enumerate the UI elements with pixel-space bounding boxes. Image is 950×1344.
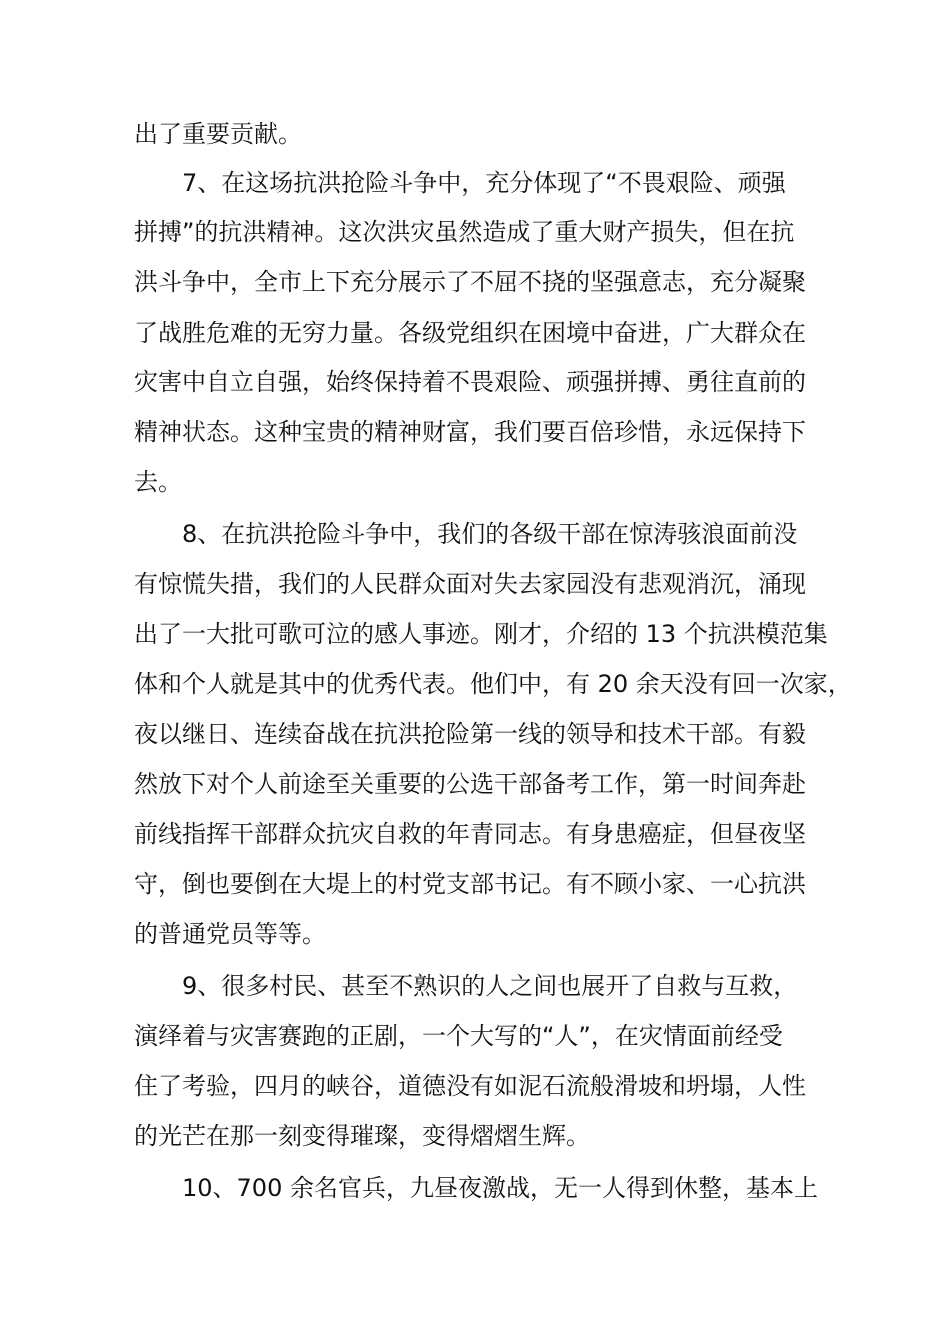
text-line: 精神状态。这种宝贵的精神财富，我们要百倍珍惜，永远保持下	[134, 418, 806, 446]
text-line: 体和个人就是其中的优秀代表。他们中，有 20 余天没有回一次家，	[134, 670, 852, 698]
text-line: 出了重要贡献。	[134, 120, 302, 148]
text-line: 守，倒也要倒在大堤上的村党支部书记。有不顾小家、一心抗洪	[134, 870, 806, 898]
text-line: 有惊慌失措，我们的人民群众面对失去家园没有悲观消沉，涌现	[134, 570, 806, 598]
text-line: 夜以继日、连续奋战在抗洪抢险第一线的领导和技术干部。有毅	[134, 720, 806, 748]
paragraph-9-first-line: 9、很多村民、甚至不熟识的人之间也展开了自救与互救，	[182, 972, 798, 1000]
paragraph-8-first-line: 8、在抗洪抢险斗争中，我们的各级干部在惊涛骇浪面前没	[182, 520, 798, 548]
text-line: 然放下对个人前途至关重要的公选干部备考工作，第一时间奔赴	[134, 770, 806, 798]
text-line: 去。	[134, 468, 182, 496]
text-line: 了战胜危难的无穷力量。各级党组织在困境中奋进，广大群众在	[134, 319, 806, 347]
text-line: 出了一大批可歌可泣的感人事迹。刚才，介绍的 13 个抗洪模范集	[134, 620, 828, 648]
paragraph-10-first-line: 10、700 余名官兵，九昼夜激战，无一人得到休整，基本上	[182, 1174, 818, 1202]
paragraph-7-first-line: 7、在这场抗洪抢险斗争中，充分体现了“不畏艰险、顽强	[182, 169, 786, 197]
text-line: 演绎着与灾害赛跑的正剧，一个大写的“人”，在灾情面前经受	[134, 1022, 783, 1050]
text-line: 的光芒在那一刻变得璀璨，变得熠熠生辉。	[134, 1122, 590, 1150]
text-line: 住了考验，四月的峡谷，道德没有如泥石流般滑坡和坍塌，人性	[134, 1072, 806, 1100]
text-line: 前线指挥干部群众抗灾自救的年青同志。有身患癌症，但昼夜坚	[134, 820, 806, 848]
text-line: 灾害中自立自强，始终保持着不畏艰险、顽强拼搏、勇往直前的	[134, 368, 806, 396]
text-line: 洪斗争中，全市上下充分展示了不屈不挠的坚强意志，充分凝聚	[134, 268, 806, 296]
text-line: 的普通党员等等。	[134, 920, 326, 948]
text-line: 拼搏”的抗洪精神。这次洪灾虽然造成了重大财产损失，但在抗	[134, 218, 795, 246]
